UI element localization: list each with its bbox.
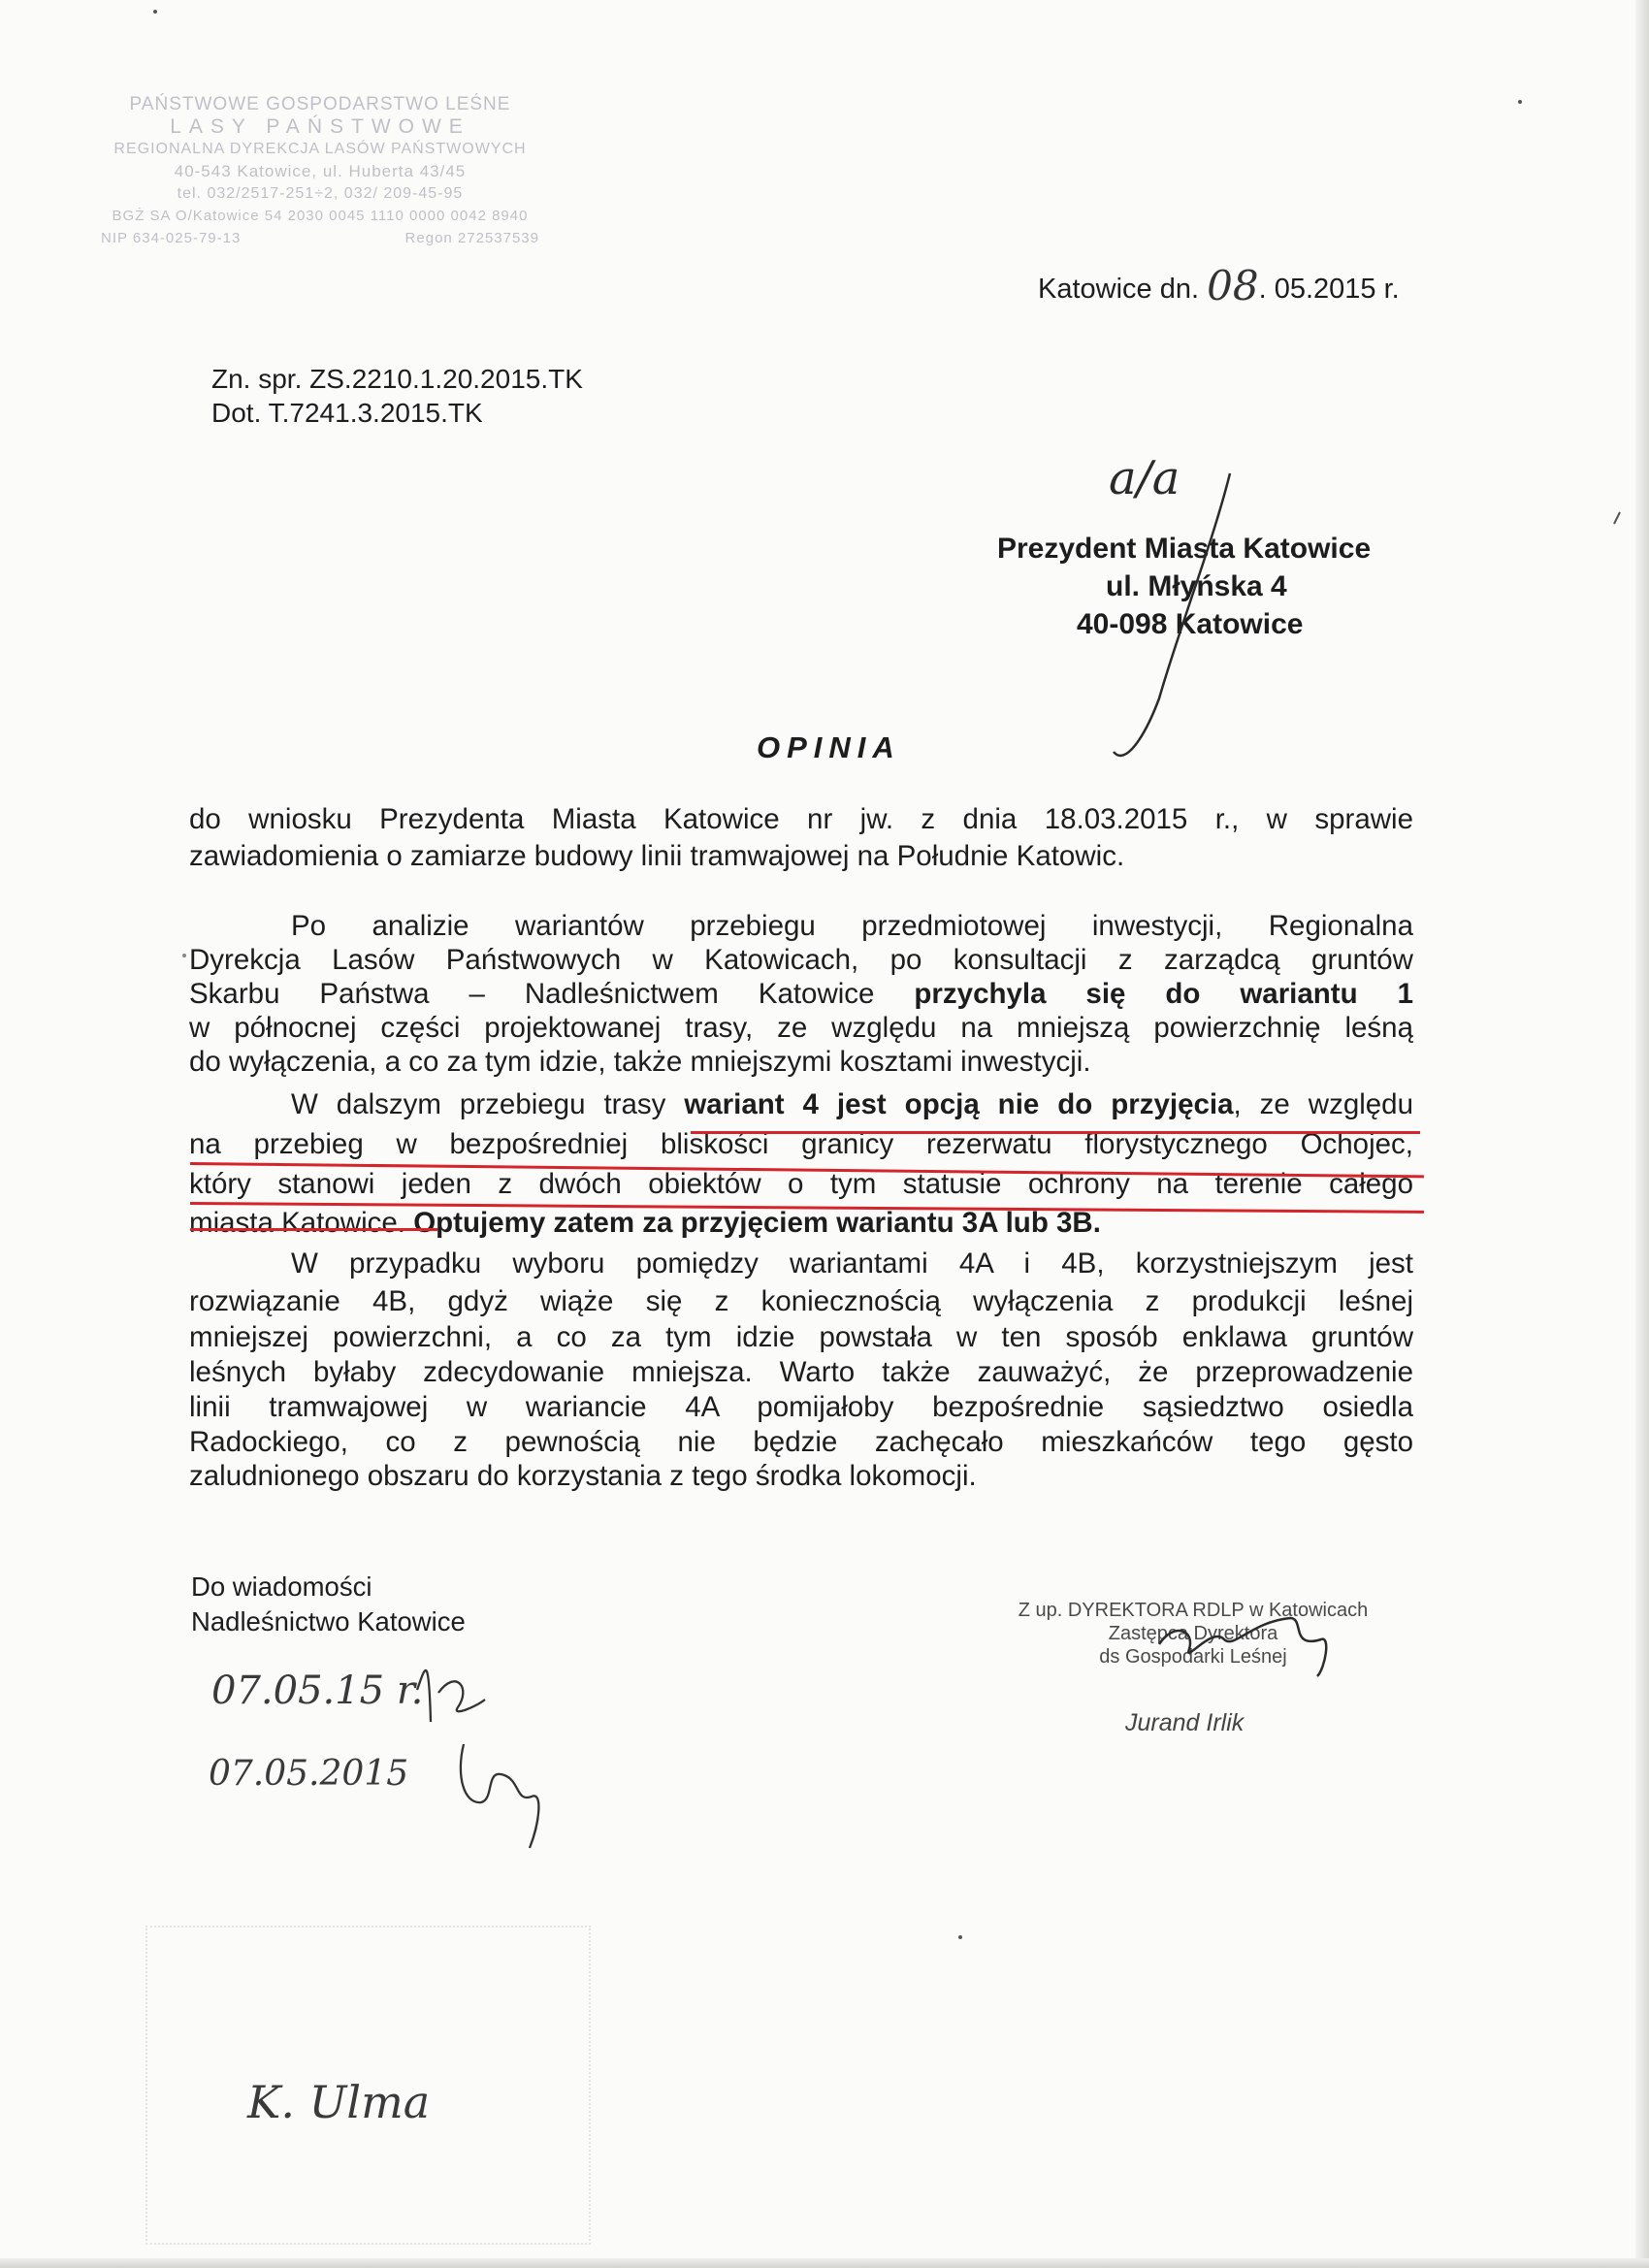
p2-line-4-bold: Optujemy zatem za przyjęciem wariantu 3A lub 3B. xyxy=(413,1207,1101,1239)
p1-line-2: Dyrekcja Lasów Państwowych w Katowicach, po konsultacji z zarządcą gruntów xyxy=(189,944,1413,976)
p2-line-1-text: W dalszym przebiegu trasy xyxy=(291,1088,666,1120)
stamp-regon: Regon 272537539 xyxy=(404,230,539,246)
p3-line-6: Radockiego, co z pewnością nie będzie zachęcało mieszkańców tego gęsto xyxy=(189,1426,1413,1458)
p2-line-2: na przebieg w bezpośredniej bliskości granicy rezerwatu florystycznego Ochojec, xyxy=(189,1128,1413,1160)
p3-line-5: linii tramwajowej w wariancie 4A pomijałoby bezpośrednie sąsiedztwo osiedla xyxy=(189,1391,1413,1423)
case-reference: Zn. spr. ZS.2210.1.20.2015.TK xyxy=(211,364,583,394)
p1-line-3-bold: przychyla się do wariantu 1 xyxy=(914,978,1413,1010)
stamp-nip: NIP 634-025-79-13 xyxy=(101,230,242,246)
speck-3 xyxy=(958,1935,962,1939)
p1-line-5: do wyłączenia, a co za tym idzie, także mniejszymi kosztami inwestycji. xyxy=(189,1046,1091,1078)
speck-1 xyxy=(153,10,157,14)
stamp-line-3: REGIONALNA DYREKCJA LASÓW PAŃSTWOWYCH xyxy=(113,141,527,157)
p2-line-1-bold: wariant 4 jest opcją nie do przyjęcia xyxy=(684,1088,1234,1120)
signature-line-3: ds Gospodarki Leśnej xyxy=(1099,1646,1287,1668)
handwritten-signature-bottom: K. Ulma xyxy=(247,2076,431,2128)
related-reference: Dot. T.7241.3.2015.TK xyxy=(211,398,483,428)
intro-line-2: zawiadomienia o zamiarze budowy linii tramwajowej na Południe Katowic. xyxy=(189,840,1125,872)
signatory-name: Jurand Irlik xyxy=(1125,1709,1245,1736)
stamp-line-4: 40-543 Katowice, ul. Huberta 43/45 xyxy=(174,162,467,180)
document-title: OPINIA xyxy=(757,730,901,764)
p3-line-4: leśnych byłaby zdecydowanie mniejsza. Warto także zauważyć, że przeprowadzenie xyxy=(189,1356,1413,1388)
stamp-line-2: LASY PAŃSTWOWE xyxy=(170,115,470,138)
stamp-line-1: PAŃSTWOWE GOSPODARSTWO LEŚNE xyxy=(129,94,511,114)
p3-line-2: rozwiązanie 4B, gdyż wiąże się z koniecznością wyłączenia z produkcji leśnej xyxy=(189,1285,1413,1317)
p2-line-4-text: miasta Katowice. xyxy=(189,1207,405,1239)
signature-line-1: Z up. DYREKTORA RDLP w Katowicach xyxy=(1018,1600,1369,1621)
p2-line-1-tail: , ze względu xyxy=(1233,1088,1413,1120)
signature-scribble xyxy=(1159,1618,1326,1676)
p1-line-1: Po analizie wariantów przebiegu przedmiotowej inwestycji, Regionalna xyxy=(291,910,1413,942)
date-day-handwritten: 08 xyxy=(1207,262,1259,309)
stamp-line-6: BGŻ SA O/Katowice 54 2030 0045 1110 0000 0042 8940 xyxy=(112,208,529,224)
initials-scribble-1 xyxy=(417,1670,485,1722)
date-place: Katowice dn. xyxy=(1038,274,1200,305)
p3-line-1: W przypadku wyboru pomiędzy wariantami 4A i 4B, korzystniejszym jest xyxy=(291,1247,1413,1280)
intro-line-1: do wniosku Prezydenta Miasta Katowice nr jw. z dnia 18.03.2015 r., w sprawie xyxy=(189,803,1413,835)
speck-4 xyxy=(182,954,186,957)
p2-line-3: który stanowi jeden z dwóch obiektów o tym statusie ochrony na terenie całego xyxy=(189,1168,1413,1200)
handwritten-date-2: 07.05.2015 xyxy=(209,1754,409,1794)
p1-line-3-text: Skarbu Państwa – Nadleśnictwem Katowice xyxy=(189,978,875,1010)
signature-line-2: Zastępca Dyrektora xyxy=(1108,1623,1278,1644)
margin-mark xyxy=(1614,512,1620,524)
recipient-name: Prezydent Miasta Katowice xyxy=(997,533,1372,565)
cc-recipient: Nadleśnictwo Katowice xyxy=(191,1606,466,1636)
recipient-slash-stroke xyxy=(1114,473,1230,756)
handwritten-date-1: 07.05.15 r. xyxy=(211,1669,424,1713)
stamp-line-5: tel. 032/2517-251÷2, 032/ 209-45-95 xyxy=(177,185,464,202)
date-line: Katowice dn. 08. 05.2015 r. xyxy=(1038,262,1400,309)
recipient-street: ul. Młyńska 4 xyxy=(1106,570,1287,602)
p3-line-3: mniejszej powierzchni, a co za tym idzie powstała w ten sposób enklawa gruntów xyxy=(189,1321,1413,1353)
aa-annotation: a/a xyxy=(1109,451,1180,505)
initials-scribble-2 xyxy=(461,1744,539,1848)
recipient-city: 40-098 Katowice xyxy=(1077,608,1304,640)
p3-line-7: zaludnionego obszaru do korzystania z tego środka lokomocji. xyxy=(189,1460,977,1492)
date-rest: 05.2015 r. xyxy=(1274,274,1400,305)
cc-label: Do wiadomości xyxy=(191,1571,372,1602)
speck-2 xyxy=(1518,100,1522,104)
p1-line-4: w północnej części projektowanej trasy, ze względu na mniejszą powierzchnię leśną xyxy=(189,1012,1413,1044)
